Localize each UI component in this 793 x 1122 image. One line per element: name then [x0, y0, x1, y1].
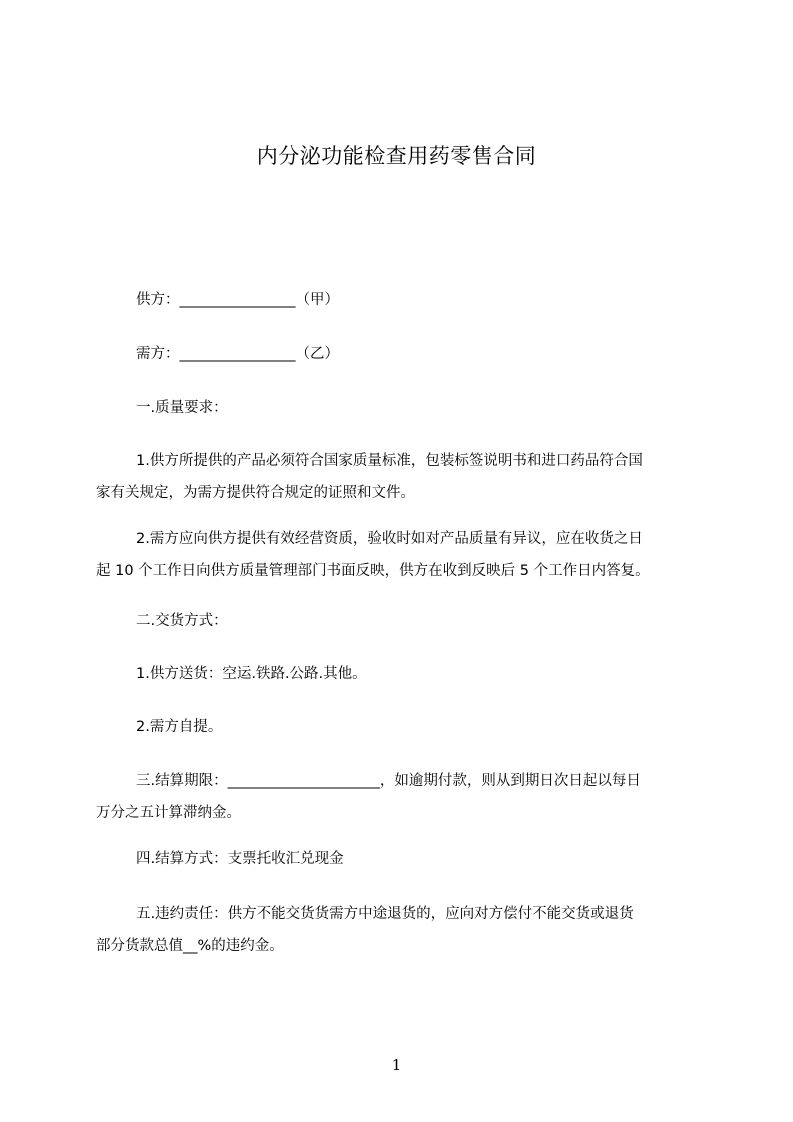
settlement-period [96, 765, 702, 829]
buyer-line: 需方：________________（乙） [136, 346, 339, 362]
settlement-period-line-2: 万分之五计算滞纳金。 [96, 805, 241, 821]
settlement-period-line-1: 三.结算期限：_____________________，如逾期付款，则从到期日次日起以每日 [136, 773, 641, 789]
supplier-line: 供方：________________（甲） [136, 292, 339, 308]
delivery-item-1: 1.供方送货：空运.铁路.公路.其他。 [136, 666, 367, 682]
quality-item-1 [96, 445, 702, 509]
section-delivery-heading: 二.交货方式： [136, 613, 228, 629]
delivery-item-2: 2.需方自提。 [136, 719, 223, 735]
quality-item-2 [96, 523, 702, 587]
section-quality-heading: 一.质量要求： [136, 400, 228, 416]
quality-item-1-line-1: 1.供方所提供的产品必须符合国家质量标准，包装标签说明书和进口药品符合国 [136, 453, 643, 469]
document-title: 内分泌功能检查用药零售合同 [256, 144, 537, 168]
breach-liability-line-2: 部分货款总值__%的违约金。 [96, 938, 284, 954]
quality-item-2-line-1: 2.需方应向供方提供有效经营资质，验收时如对产品质量有异议，应在收货之日 [136, 531, 643, 547]
settlement-method: 四.结算方式：支票托收汇兑现金 [136, 851, 344, 867]
page-number: 1 [391, 1056, 402, 1074]
breach-liability-line-1: 五.违约责任：供方不能交货货需方中途退货的，应向对方偿付不能交货或退货 [136, 906, 634, 922]
breach-liability [96, 898, 702, 962]
quality-item-1-line-2: 家有关规定，为需方提供符合规定的证照和文件。 [96, 485, 415, 501]
quality-item-2-line-2: 起 10 个工作日向供方质量管理部门书面反映，供方在收到反映后 5 个工作日内答复。 [96, 563, 650, 579]
